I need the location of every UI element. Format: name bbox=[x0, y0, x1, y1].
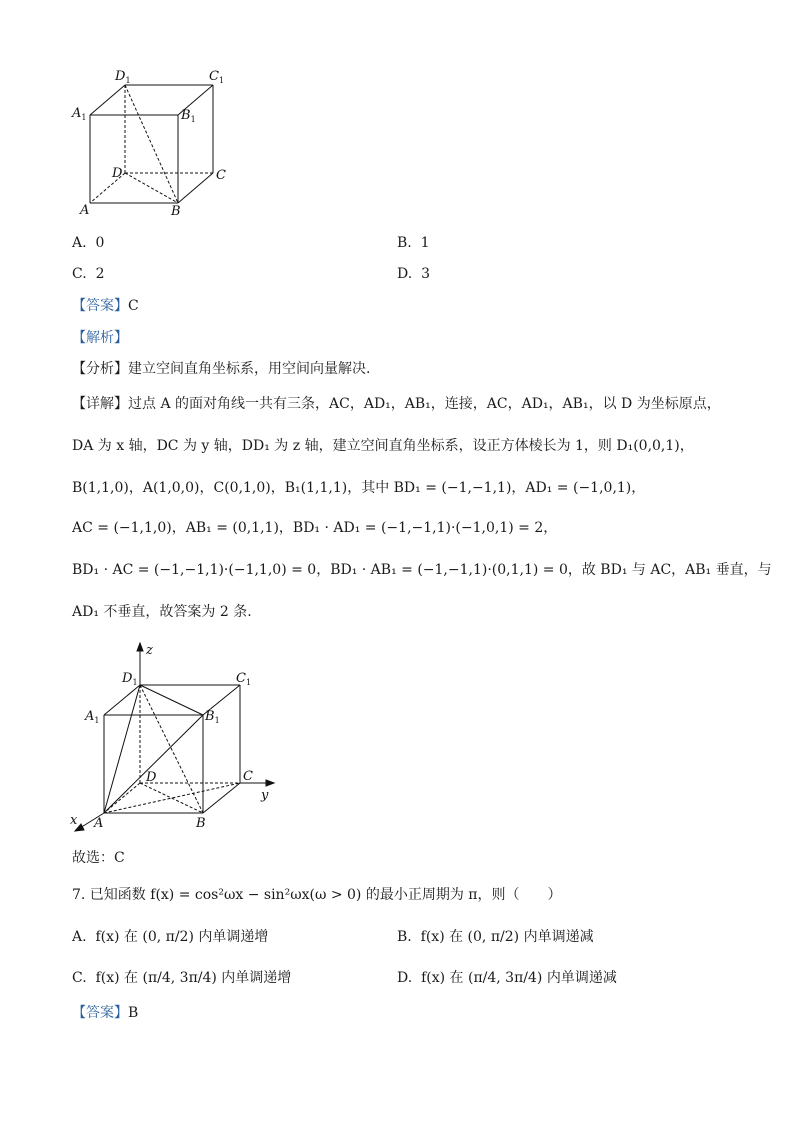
edge-b-c bbox=[178, 173, 213, 203]
label-a: A bbox=[94, 816, 104, 831]
label-c1: $C_1$ bbox=[209, 69, 225, 85]
q7-option-b[interactable] bbox=[397, 926, 594, 946]
option-text: f(x) 在 (0, π/2) 内单调递减 bbox=[420, 929, 594, 945]
label-c: C bbox=[216, 168, 226, 183]
answer-value: C bbox=[128, 298, 139, 314]
q6-detail-line-1 bbox=[72, 395, 721, 413]
edge-a1-d1 bbox=[104, 685, 140, 715]
label-d: D bbox=[112, 166, 123, 181]
label-d1: $D_1$ bbox=[122, 671, 138, 687]
diag-a-d1 bbox=[104, 685, 140, 813]
label-b: B bbox=[171, 204, 181, 219]
fenxi-tag: 【分析】 bbox=[72, 361, 128, 377]
q6-option-b[interactable] bbox=[397, 235, 430, 251]
label-a1: $A_1$ bbox=[85, 709, 100, 725]
option-text: f(x) 在 (π/4, 3π/4) 内单调递减 bbox=[421, 970, 617, 986]
diag-d-b-hidden bbox=[140, 783, 203, 813]
q6-analysis-heading bbox=[72, 329, 128, 347]
z-axis-arrow bbox=[137, 643, 143, 651]
diag-d-b-hidden bbox=[125, 173, 178, 203]
label-a1: $A_1$ bbox=[72, 106, 87, 122]
label-b1: $B_1$ bbox=[181, 108, 196, 124]
y-axis-arrow bbox=[266, 780, 274, 786]
q6-detail-line-6: AD₁ 不垂直，故答案为 2 条. bbox=[72, 604, 252, 620]
option-letter: A. bbox=[72, 235, 87, 251]
analysis-tag: 【解析】 bbox=[72, 330, 128, 346]
xiangjie-tag: 【详解】 bbox=[72, 396, 128, 412]
option-value: 0 bbox=[95, 235, 105, 251]
edge-d-a-hidden bbox=[104, 783, 140, 813]
q6-conclusion: 故选：C bbox=[72, 850, 125, 866]
option-letter: A. bbox=[72, 929, 87, 945]
option-letter: B. bbox=[397, 235, 412, 251]
option-value: 3 bbox=[421, 266, 431, 282]
q7-option-a[interactable] bbox=[72, 926, 268, 946]
answer-value: B bbox=[128, 1005, 139, 1021]
cube-figure-1 bbox=[70, 62, 240, 222]
option-value: 1 bbox=[420, 235, 430, 251]
q7-stem: 7. 已知函数 f(x) = cos²ωx − sin²ωx(ω > 0) 的最小正周期为 π，则（ ） bbox=[72, 887, 562, 903]
answer-tag: 【答案】 bbox=[72, 1005, 128, 1021]
option-letter: B. bbox=[397, 929, 412, 945]
option-letter: D. bbox=[397, 970, 413, 986]
label-b1: $B_1$ bbox=[205, 709, 220, 725]
q6-detail-line-3: B(1,1,0)，A(1,0,0)，C(0,1,0)，B₁(1,1,1)，其中 BD₁ = (−1,−1,1)，AD₁ = (−1,0,1)， bbox=[72, 480, 646, 496]
q7-answer bbox=[72, 1004, 138, 1022]
option-value: 2 bbox=[95, 266, 105, 282]
q6-option-d[interactable] bbox=[397, 266, 430, 282]
edge-a1-d1 bbox=[90, 85, 125, 115]
q6-option-a[interactable] bbox=[72, 235, 104, 251]
q6-answer bbox=[72, 297, 139, 315]
label-d1: $D_1$ bbox=[115, 69, 131, 85]
q6-detail-line-5: BD₁ · AC = (−1,−1,1)·(−1,1,0) = 0，BD₁ · AB₁ = (−1,−1,1)·(0,1,1) = 0，故 BD₁ 与 AC，AB₁ 垂直，与 bbox=[72, 562, 772, 578]
label-x: x bbox=[70, 813, 78, 828]
option-text: f(x) 在 (π/4, 3π/4) 内单调递增 bbox=[95, 970, 292, 986]
q7-option-c[interactable] bbox=[72, 967, 291, 987]
cube-figure-2 bbox=[66, 640, 286, 835]
label-c: C bbox=[243, 769, 253, 784]
fenxi-text: 建立空间直角坐标系，用空间向量解决. bbox=[128, 361, 371, 377]
answer-tag: 【答案】 bbox=[72, 298, 128, 314]
label-c1: $C_1$ bbox=[236, 671, 252, 687]
q6-fenxi bbox=[72, 360, 370, 378]
option-letter: D. bbox=[397, 266, 413, 282]
option-letter: C. bbox=[72, 266, 87, 282]
option-letter: C. bbox=[72, 970, 87, 986]
label-a: A bbox=[80, 203, 90, 218]
diag-a-b1 bbox=[104, 715, 203, 813]
label-z: z bbox=[146, 643, 153, 658]
q6-detail-line-4: AC = (−1,1,0)，AB₁ = (0,1,1)，BD₁ · AD₁ = (−1,−1,1)·(−1,0,1) = 2， bbox=[72, 520, 558, 536]
label-y: y bbox=[261, 788, 269, 803]
diag-d1-b-hidden bbox=[140, 685, 203, 813]
q6-option-c[interactable] bbox=[72, 266, 105, 282]
label-d: D bbox=[146, 770, 157, 785]
detail-text: 过点 A 的面对角线一共有三条，AC，AD₁，AB₁，连接，AC，AD₁，AB₁，以 D 为坐标原点， bbox=[128, 396, 721, 412]
diag-d1-b1 bbox=[140, 685, 203, 715]
q7-option-d[interactable] bbox=[397, 967, 617, 987]
label-b: B bbox=[196, 816, 206, 831]
diag-d1-b-hidden bbox=[125, 85, 178, 203]
q6-detail-line-2: DA 为 x 轴，DC 为 y 轴，DD₁ 为 z 轴，建立空间直角坐标系，设正方体棱长为 1，则 D₁(0,0,1)， bbox=[72, 438, 694, 454]
option-text: f(x) 在 (0, π/2) 内单调递增 bbox=[95, 929, 269, 945]
